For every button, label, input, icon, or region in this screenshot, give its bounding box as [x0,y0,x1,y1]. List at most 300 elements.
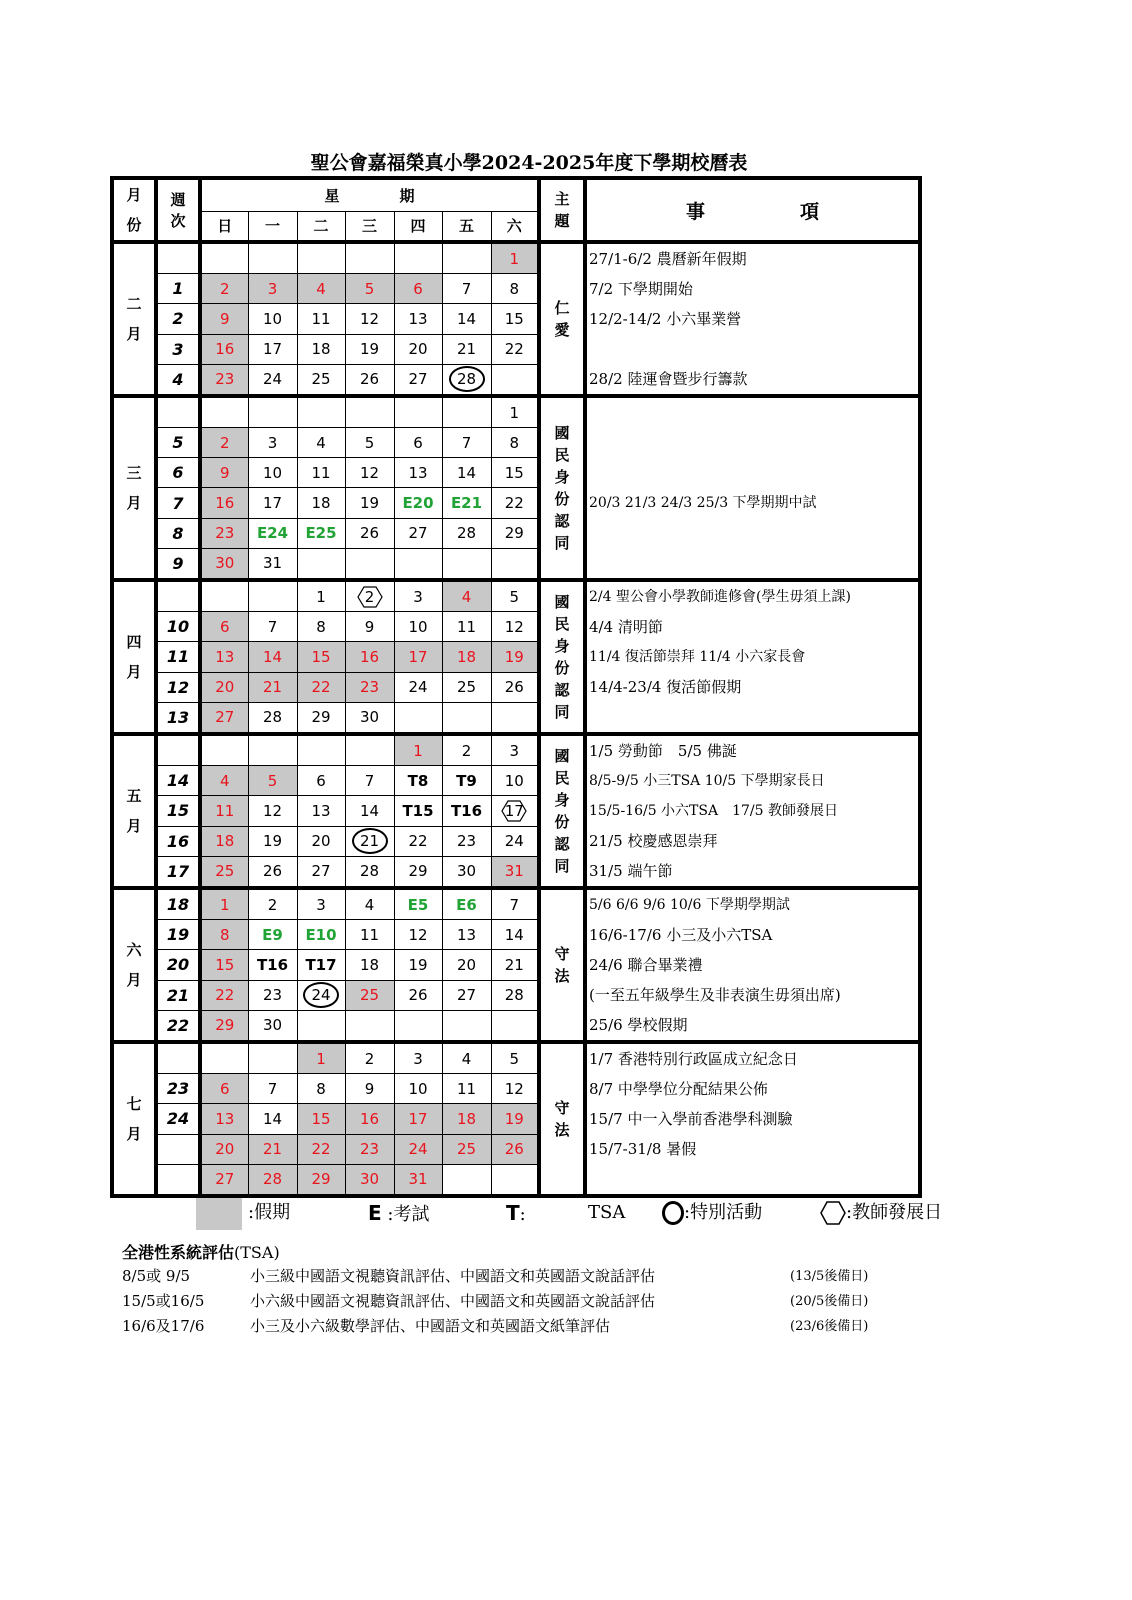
theme-label: 守法 [539,1042,585,1196]
month-label: 五 月 [112,734,156,888]
day-cell [394,766,442,796]
month-label: 六 月 [112,888,156,1042]
day-number: 27 [215,708,235,727]
day-cell [491,396,539,428]
day-number: 7 [461,433,472,452]
event-line: (一至五年級學生及非表演生毋須出席) [589,986,841,1004]
day-cell [297,1104,345,1134]
day-cell [442,980,491,1010]
day-number: 20 [215,678,235,697]
event-line: 25/6 學校假期 [589,1016,688,1034]
day-cell [394,1042,442,1074]
day-cell [442,672,491,702]
day-cell [491,518,539,548]
header-sat: 六 [491,211,539,242]
day-cell [345,428,394,458]
day-cell [248,334,297,364]
day-cell [491,1042,539,1074]
day-cell [442,334,491,364]
week-number [156,1164,200,1196]
day-number: 1 [316,1049,326,1068]
day-cell [297,1074,345,1104]
day-cell [248,1074,297,1104]
day-cell [345,458,394,488]
day-number: 16 [359,1109,380,1128]
theme-label: 仁愛 [539,242,585,396]
day-cell [200,612,248,642]
day-number: 23 [359,678,380,697]
day-cell [248,396,297,428]
day-number: 20 [408,340,428,359]
hexagon-icon [820,1201,846,1225]
day-cell [491,428,539,458]
legend-holiday-swatch [196,1198,242,1230]
day-cell [442,920,491,950]
day-cell [491,242,539,274]
day-cell [345,274,394,304]
day-number: 2 [364,1049,375,1068]
tsa-rows [122,1264,922,1339]
tsa-section [122,1240,922,1339]
day-number: 1 [509,249,520,268]
day-cell [248,856,297,888]
day-cell [394,796,442,826]
month-label: 二 月 [112,242,156,396]
day-cell [394,1074,442,1104]
day-cell [345,1134,394,1164]
day-number: 27 [456,986,477,1005]
day-cell [200,980,248,1010]
day-number: 12 [359,463,380,482]
day-cell [345,920,394,950]
day-cell [200,702,248,734]
day-number: 19 [262,832,283,851]
day-number: 11 [311,463,331,482]
day-cell [345,888,394,920]
event-line [587,548,918,578]
day-cell [248,1042,297,1074]
special-activity-circle [352,828,388,854]
header-month: 月 份 [112,178,156,242]
day-cell [297,334,345,364]
day-number: 11 [215,801,235,820]
day-cell [297,396,345,428]
day-cell [442,888,491,920]
day-cell [200,334,248,364]
day-number: 7 [509,895,520,914]
day-number: 5 [509,587,520,606]
day-number: 28 [262,708,283,727]
day-cell [297,826,345,856]
week-number: 10 [156,612,200,642]
day-cell [297,242,345,274]
day-number: 14 [456,309,477,328]
day-cell [442,242,491,274]
day-cell [345,396,394,428]
legend-tsa: T: [506,1201,526,1225]
event-line: 1/7 香港特別行政區成立紀念日 [589,1050,798,1068]
day-cell [297,950,345,980]
day-cell [200,242,248,274]
day-cell [297,766,345,796]
day-cell [394,1164,442,1196]
day-cell [200,428,248,458]
day-cell [345,304,394,334]
day-cell [442,702,491,734]
day-number: 3 [413,587,423,606]
day-number: 27 [408,524,428,543]
exam-day: E20 [402,494,434,513]
day-number: 9 [219,463,230,482]
month-label: 四 月 [112,580,156,734]
day-cell [297,518,345,548]
day-cell [345,980,394,1010]
event-line: 20/3 21/3 24/3 25/3 下學期期中試 [589,495,817,511]
tsa-day: T16 [450,801,483,820]
day-cell [491,888,539,920]
day-cell [345,702,394,734]
event-line [587,334,918,364]
day-number: 30 [456,862,477,881]
teacher-development-hexagon [501,800,527,822]
day-number: 30 [359,708,380,727]
week-number [156,734,200,766]
day-cell [491,642,539,672]
day-cell [200,950,248,980]
day-cell [345,612,394,642]
day-number: 26 [262,862,283,881]
legend-tsa-text: TSA [588,1202,626,1223]
day-cell [248,796,297,826]
day-cell [442,428,491,458]
day-number: 22 [311,678,331,697]
day-cell [345,334,394,364]
day-cell [297,1164,345,1196]
day-cell [442,364,491,396]
day-cell [345,518,394,548]
day-number: 24 [262,370,283,389]
events-cell [585,888,920,1042]
tsa-heading: 全港性系統評估(TSA) [122,1243,280,1262]
day-cell [200,396,248,428]
day-number: 3 [413,1049,423,1068]
day-cell [200,364,248,396]
day-number: 4 [461,1049,472,1068]
tsa-date: 15/5或16/5 [122,1292,205,1310]
day-cell [442,1042,491,1074]
day-number: 29 [311,708,331,727]
day-number: 13 [456,925,477,944]
day-cell [297,888,345,920]
day-cell [345,548,394,580]
day-number: 14 [504,925,524,944]
day-cell [200,920,248,950]
day-number: 27 [408,370,428,389]
day-number: 13 [408,309,428,328]
day-number: 11 [456,617,477,636]
day-number: 6 [219,617,230,636]
exam-day: E10 [305,925,337,944]
day-number: 12 [359,309,380,328]
day-cell [248,458,297,488]
day-number: 14 [456,463,477,482]
day-cell [248,766,297,796]
day-cell [345,826,394,856]
day-cell [394,612,442,642]
event-line: 14/4-23/4 復活節假期 [589,678,742,696]
header-week: 週 次 [156,178,200,242]
week-number: 15 [156,796,200,826]
day-number: 28 [456,370,477,389]
week-number: 8 [156,518,200,548]
week-number [156,580,200,612]
day-number: 31 [262,554,283,573]
month-label: 七 月 [112,1042,156,1196]
day-cell [491,304,539,334]
day-number: 20 [456,955,477,974]
day-cell [394,856,442,888]
special-activity-circle [449,366,485,392]
day-number: 23 [215,370,235,389]
day-number: 2 [461,741,472,760]
day-cell [248,1010,297,1042]
day-number: 22 [311,1140,331,1159]
theme-label: 守法 [539,888,585,1042]
day-number: 19 [504,647,524,666]
day-cell [345,1074,394,1104]
day-cell [248,920,297,950]
day-number: 22 [504,494,524,513]
day-number: 18 [215,832,235,851]
day-cell [442,856,491,888]
day-number: 7 [461,279,472,298]
day-cell [394,980,442,1010]
day-number: 13 [215,647,235,666]
day-cell [297,304,345,334]
day-cell [345,242,394,274]
day-cell [297,920,345,950]
day-number: 30 [262,1016,283,1035]
day-number: 25 [456,1140,477,1159]
day-cell [345,1104,394,1134]
day-cell [297,734,345,766]
tsa-date: 8/5或 9/5 [122,1267,191,1285]
day-cell [345,766,394,796]
week-row [112,580,920,612]
day-cell [297,796,345,826]
day-number: 19 [359,340,380,359]
day-number: 27 [311,862,331,881]
day-number: 18 [311,340,331,359]
event-line: 24/6 聯合畢業禮 [589,956,703,974]
day-cell [394,888,442,920]
day-number: 4 [316,279,326,298]
legend [196,1196,976,1230]
day-cell [297,364,345,396]
day-cell [394,274,442,304]
day-number: 8 [316,617,326,636]
week-number: 18 [156,888,200,920]
day-number: 6 [316,771,326,790]
day-number: 9 [364,1079,375,1098]
day-number: 13 [408,463,428,482]
day-number: 10 [504,771,524,790]
day-number: 30 [215,554,235,573]
day-cell [297,980,345,1010]
day-number: 17 [504,801,524,820]
event-line [587,702,918,732]
day-number: 10 [408,617,428,636]
day-cell [200,304,248,334]
day-cell [491,766,539,796]
day-number: 21 [262,1140,283,1159]
day-number: 26 [359,370,380,389]
day-number: 15 [504,463,524,482]
day-number: 17 [408,647,428,666]
header-fri: 五 [442,211,491,242]
day-cell [491,1074,539,1104]
event-line: 21/5 校慶感恩崇拜 [589,832,718,850]
day-number: 28 [456,524,477,543]
day-number: 28 [359,862,380,881]
events-cell [585,1042,920,1196]
day-cell [491,734,539,766]
events-cell [585,580,920,734]
day-cell [491,458,539,488]
day-number: 16 [215,494,235,513]
day-cell [200,826,248,856]
tsa-description: 小三及小六級數學評估、中國語文和英國語文紙筆評估 [250,1317,611,1335]
day-number: 5 [364,433,375,452]
day-number: 22 [215,986,235,1005]
week-number: 5 [156,428,200,458]
event-line [587,1164,918,1194]
day-cell [491,334,539,364]
day-number: 26 [359,524,380,543]
week-number: 9 [156,548,200,580]
day-number: 25 [311,370,331,389]
day-number: 3 [509,741,520,760]
day-cell [200,1042,248,1074]
day-cell [442,274,491,304]
day-number: 3 [267,433,278,452]
day-number: 29 [504,524,524,543]
day-cell [248,642,297,672]
week-number: 3 [156,334,200,364]
event-line: 15/7 中一入學前香港學科測驗 [589,1110,793,1128]
week-number: 16 [156,826,200,856]
day-cell [491,1104,539,1134]
day-cell [248,734,297,766]
day-cell [491,580,539,612]
day-number: 4 [461,587,472,606]
exam-day: E6 [456,895,477,914]
day-number: 24 [504,832,524,851]
day-cell [442,458,491,488]
day-number: 8 [509,279,520,298]
day-number: 29 [408,862,428,881]
special-activity-circle [303,982,339,1008]
day-number: 18 [359,955,380,974]
day-number: 8 [316,1079,326,1098]
day-cell [491,364,539,396]
event-line: 27/1-6/2 農曆新年假期 [589,250,747,268]
day-number: 15 [215,955,235,974]
week-number [156,396,200,428]
day-cell [297,856,345,888]
day-cell [394,304,442,334]
week-number: 23 [156,1074,200,1104]
day-cell [394,548,442,580]
day-cell [248,428,297,458]
day-cell [394,396,442,428]
day-number: 8 [219,925,230,944]
day-cell [491,920,539,950]
day-number: 5 [364,279,375,298]
day-cell [394,458,442,488]
day-number: 11 [359,925,380,944]
page-title: 聖公會嘉福榮真小學2024-2025年度下學期校曆表 [310,152,748,174]
week-number: 14 [156,766,200,796]
day-cell [491,702,539,734]
week-number: 4 [156,364,200,396]
week-row [112,242,920,274]
day-cell [200,796,248,826]
day-cell [200,548,248,580]
day-number: 4 [219,771,230,790]
day-cell [297,274,345,304]
day-number: 1 [509,403,520,422]
day-number: 21 [504,955,524,974]
week-number: 21 [156,980,200,1010]
day-cell [491,826,539,856]
exam-day: E24 [256,524,289,543]
day-number: 26 [504,1140,524,1159]
week-row [112,888,920,920]
day-cell [442,1074,491,1104]
day-cell [248,1134,297,1164]
day-cell [200,580,248,612]
week-number: 12 [156,672,200,702]
day-number: 10 [408,1079,428,1098]
day-number: 30 [359,1170,380,1189]
day-number: 7 [267,617,278,636]
month-label: 三 月 [112,396,156,580]
day-cell [442,826,491,856]
events-cell [585,734,920,888]
day-number: 22 [504,340,524,359]
day-cell [345,672,394,702]
day-cell [248,702,297,734]
day-number: 14 [359,801,380,820]
day-number: 31 [408,1170,428,1189]
day-cell [200,642,248,672]
day-cell [200,1074,248,1104]
day-cell [297,672,345,702]
day-cell [200,734,248,766]
week-number: 22 [156,1010,200,1042]
circle-icon [662,1201,684,1225]
day-cell [394,672,442,702]
day-cell [248,364,297,396]
day-number: 23 [215,524,235,543]
day-number: 5 [267,771,278,790]
day-number: 6 [413,279,423,298]
tsa-backup-note: (13/5後備日) [790,1269,869,1284]
day-cell [248,1164,297,1196]
day-cell [200,888,248,920]
day-number: 12 [408,925,428,944]
